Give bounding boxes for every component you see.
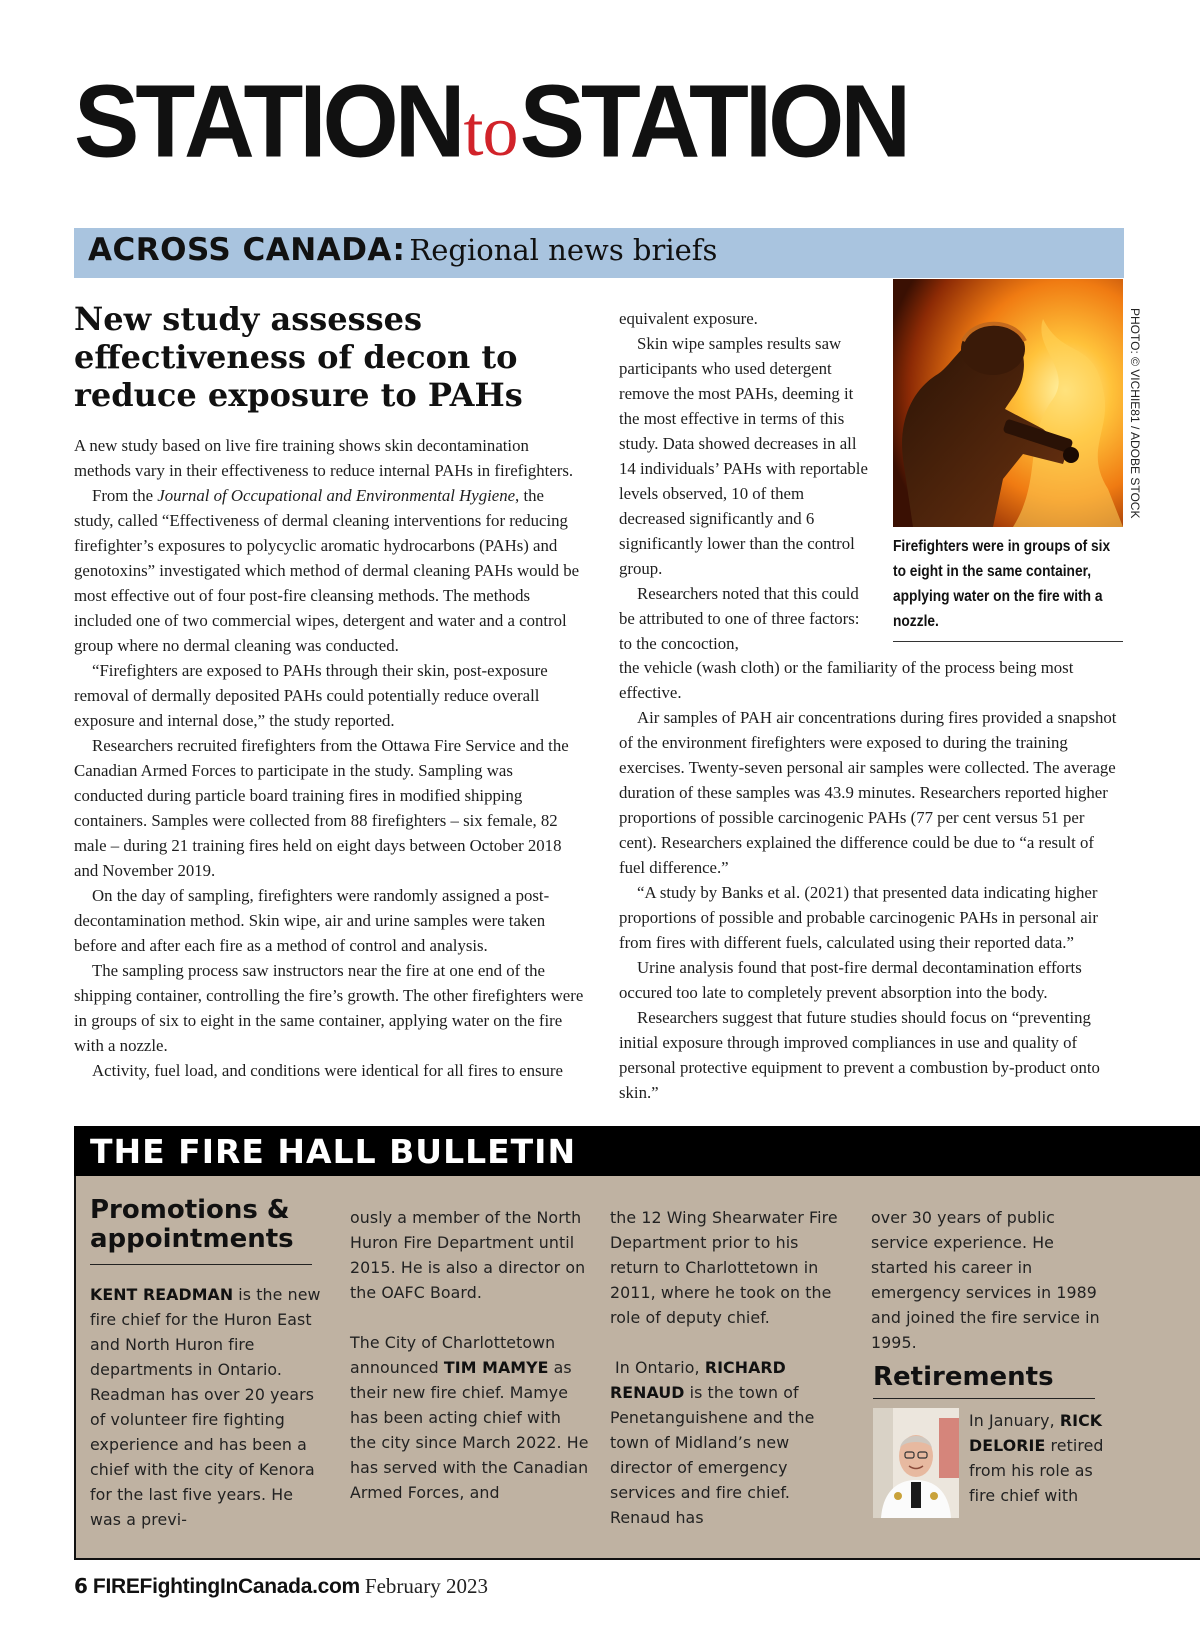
item-text: is the new fire chief for the Huron East and North Huron fire departments in Ontario. Readman has over 20 years of volunteer fire fighting experience and has been a chief with the city of Kenora for the last five years. He was a previ- [90,1285,321,1529]
person-name: KENT READMAN [90,1285,234,1304]
paragraph: On the day of sampling, firefighters were randomly assigned a post-decontamination method. Skin wipe, air and urine samples were taken before and after each fire as a method of control and analysis. [74,886,550,955]
bulletin-column-retirements [969,1408,1119,1508]
photo-credit: PHOTO: © VICHIE81 / ADOBE STOCK [1128,308,1142,519]
paragraph: Air samples of PAH air concentrations during fires provided a snapshot of the environment firefighters were exposed to during the training exercises. Twenty-seven personal air samples were collected. The average duration of these samples was 43.9 minutes. Researchers reported higher proportions of possible carcinogenic PAHs (77 per cent versus 51 per cent). Researchers explained the difference could be due to “a result of fuel difference.” [619,708,1117,877]
item-text: In January, [969,1411,1060,1430]
paragraph: Skin wipe samples results saw participants who used detergent remove the most PAHs, deeming it the most effective in terms of this study. Data showed decreases in all 14 individuals’ PAHs with reportable levels observed, 10 of them decreased significantly and 6 significantly lower than the control group. [619,334,868,578]
item-text: as their new fire chief. Mamye has been acting chief with the city since March 2022. He has served with the Canadian Armed Forces, and [350,1358,589,1502]
person-name: RICHARD RENAUD [610,1358,786,1402]
bulletin-column-4 [871,1205,1111,1355]
paragraph: the vehicle (wash cloth) or the familiarity of the process being most effective. [619,658,1074,702]
masthead-part2: STATION [519,63,908,179]
page-number: 6 [74,1574,88,1598]
section-subtitle: Regional news briefs [409,233,718,267]
article-column-right-bottom [619,655,1121,1105]
journal-name: Journal of Occupational and Environmental Hygiene [157,486,516,505]
site-name: FIREFightingInCanada.com [92,1575,360,1598]
page-footer [74,1574,488,1599]
bulletin-item-continued: the 12 Wing Shearwater Fire Department prior to his return to Charlottetown in 2011, where he took on the role of deputy chief. [610,1208,838,1327]
paragraph: Researchers noted that this could be attributed to one of three factors: to the concoction, [619,584,860,653]
article-column-right-top [619,306,871,656]
masthead-part1: STATION [74,63,462,179]
item-text: retired from his role as fire chief with [969,1436,1104,1505]
item-text: is the town of Penetanguishene and the town of Midland’s new director of emergency services and fire chief. Renaud has [610,1383,815,1527]
bulletin-item [90,1282,326,1532]
bulletin-item-continued: ously a member of the North Huron Fire Department until 2015. He is also a director on the OAFC Board. [350,1208,586,1302]
article-headline: New study assesses effectiveness of decon to reduce exposure to PAHs [74,300,523,414]
masthead-title [74,63,908,182]
paragraph: Urine analysis found that post-fire dermal decontamination efforts occured too late to completely prevent absorption into the body. [619,958,1082,1002]
promotions-title: Promotions & appointments [90,1195,294,1254]
person-name: RICK DELORIE [969,1411,1103,1455]
bulletin-column-3 [610,1205,850,1530]
bulletin-header [74,1126,1200,1176]
bulletin-item-continued: over 30 years of public service experience. He started his career in emergency services in 1989 and joined the fire service in 1995. [871,1208,1100,1352]
bulletin-item [610,1355,850,1530]
article-column-left [74,433,584,1083]
study-description: “Effectiveness of dermal cleaning interventions for reducing firefighter’s exposures to polycyclic aromatic hydrocarbons (PAHs) and genotoxins” investigated which method of dermal cleaning PAHs would be most effective out of four post-fire cleansing methods. The methods included one of two commercial wipes, detergent and water and a control group where no dermal cleaning was conducted. [74,511,580,655]
retirements-divider [873,1398,1095,1399]
promotions-divider [90,1264,312,1265]
retirements-title: Retirements [873,1362,1054,1392]
journal-after: , the study, called [74,486,544,530]
masthead-to: to [463,91,518,171]
issue-date: February 2023 [364,1574,488,1598]
photo-caption: Firefighters were in groups of six to eight in the same container, applying water on the fire with a nozzle. [893,538,1111,630]
bulletin-column-1 [90,1282,326,1532]
journal-intro: From the [92,486,158,505]
item-text: In Ontario, [615,1358,705,1377]
paragraph: “Firefighters are exposed to PAHs through their skin, post-exposure removal of dermally deposited PAHs could potentially reduce overall exposure and internal dose,” the study reported. [74,661,548,730]
paragraph [74,483,584,658]
paragraph: Researchers recruited firefighters from the Ottawa Fire Service and the Canadian Armed Forces to participate in the study. Sampling was conducted during particle board training fires in modified shipping containers. Samples were collected from 88 firefighters – six female, 82 male – during 21 training fires held on eight days between October 2018 and November 2019. [74,736,569,880]
paragraph: equivalent exposure. [619,309,758,328]
person-name: TIM MAMYE [443,1358,549,1377]
portrait-photo [873,1408,959,1518]
caption-divider [893,641,1123,642]
bulletin-item [350,1330,590,1505]
firefighter-photo [893,279,1123,527]
bulletin-column-2 [350,1205,590,1505]
paragraph: Activity, fuel load, and conditions were identical for all fires to ensure [92,1061,563,1080]
item-text: The City of Charlottetown announced [350,1333,556,1377]
bulletin-item [969,1408,1119,1508]
bulletin-title: THE FIRE HALL BULLETIN [90,1132,577,1171]
section-label: ACROSS CANADA: [88,232,406,268]
paragraph: The sampling process saw instructors near the fire at one end of the shipping container, controlling the fire’s growth. The other firefighters were in groups of six to eight in the same container, applying water on the fire with a nozzle. [74,961,584,1055]
paragraph: “A study by Banks et al. (2021) that presented data indicating higher proportions of possible and probable carcinogenic PAHs in personal air from fires with different fuels, calculated using their reported data.” [619,883,1098,952]
section-banner [74,228,1124,278]
paragraph: A new study based on live fire training shows skin decontamination methods vary in their effectiveness to reduce internal PAHs in firefighters. [74,436,574,480]
paragraph: Researchers suggest that future studies should focus on “preventing initial exposure through improved compliances in use and quality of personal protective equipment to prevent a combustion by-product onto skin.” [619,1008,1100,1102]
